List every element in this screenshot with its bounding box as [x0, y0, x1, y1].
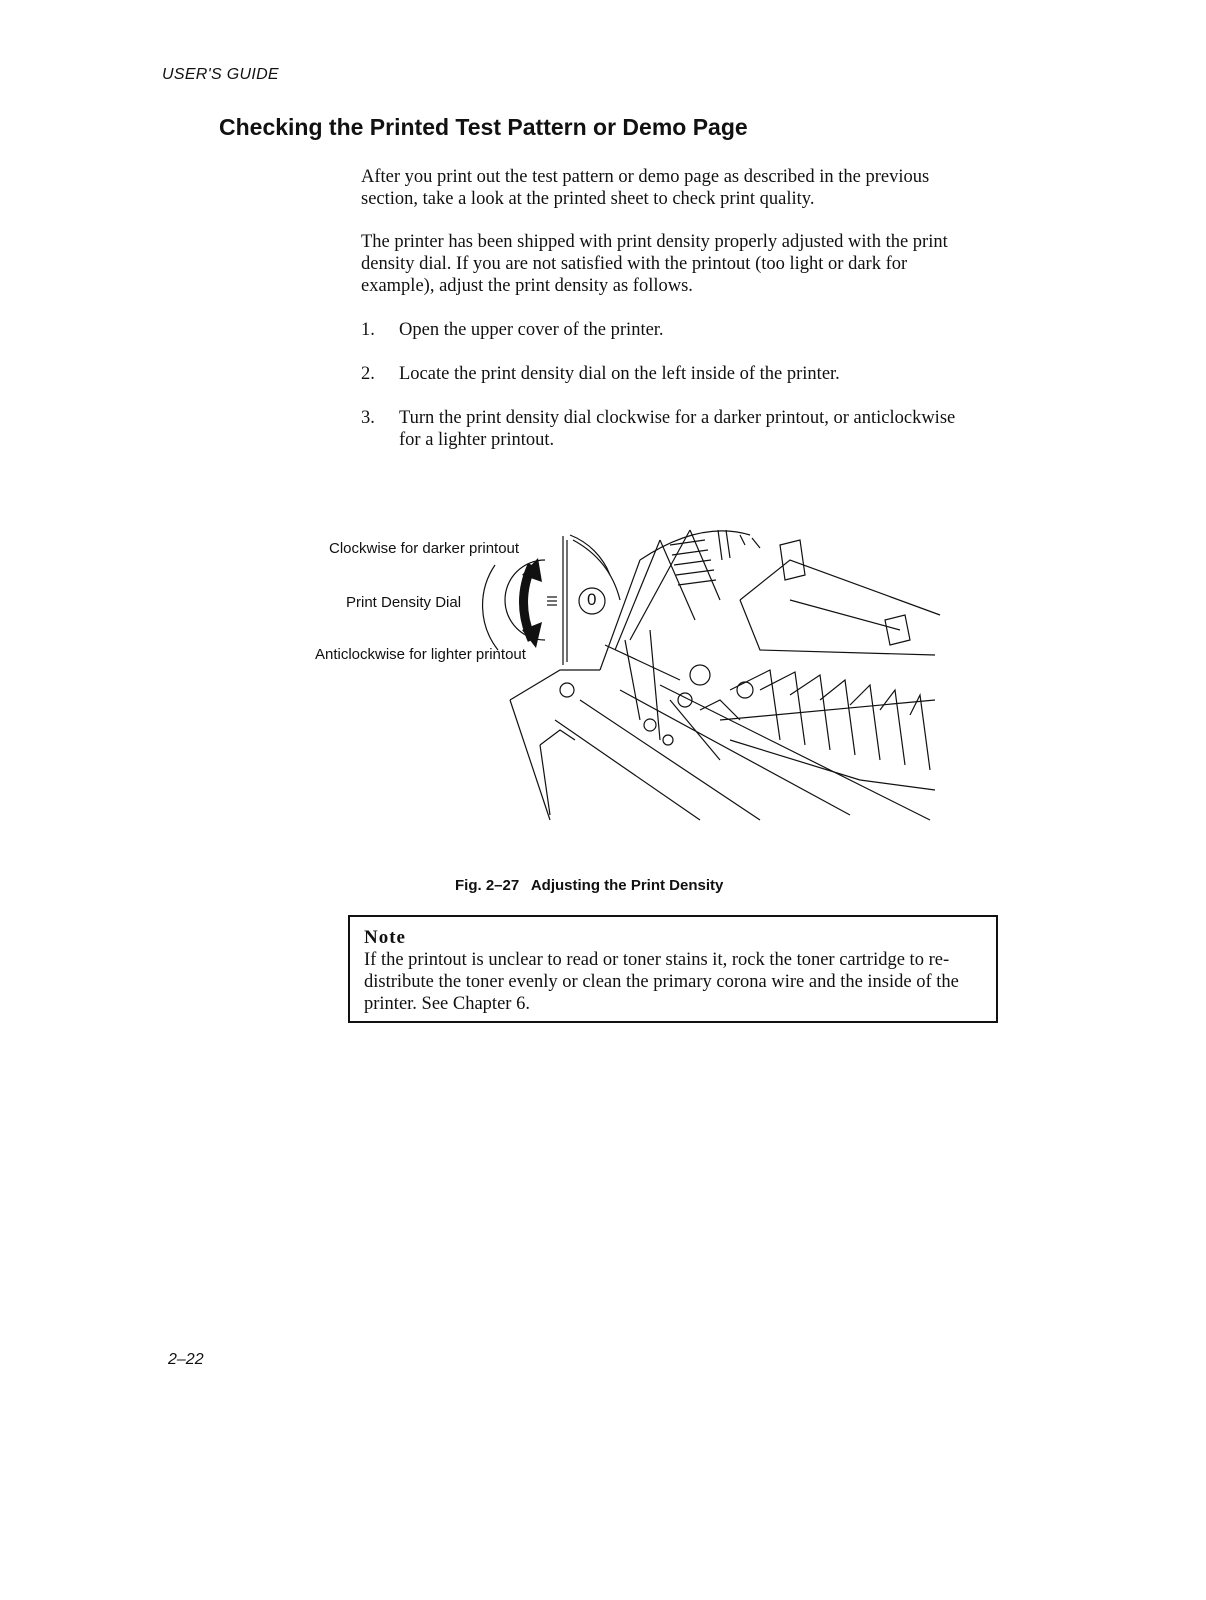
label-clockwise: Clockwise for darker printout	[329, 540, 520, 557]
density-paragraph: The printer has been shipped with print density properly adjusted with the print density dial. If you are not satisfied with the printout (too light or dark for example), adjust the print density as follows.	[361, 232, 948, 296]
page-number: 2–22	[168, 1351, 204, 1368]
section-title: Checking the Printed Test Pattern or Demo Page	[219, 114, 748, 140]
running-head: USER'S GUIDE	[162, 66, 279, 83]
figure-title: Adjusting the Print Density	[530, 877, 724, 894]
step-text: Locate the print density dial on the left inside of the printer.	[399, 364, 840, 384]
note-box	[348, 915, 998, 1023]
note-text: If the printout is unclear to read or toner stains it, rock the toner cartridge to re-distribute the toner evenly or clean the primary corona wire and the inside of the printer. See Chapter 6.	[364, 950, 959, 1014]
figure-caption	[455, 877, 723, 894]
note-title: Note	[364, 927, 406, 948]
label-anticlockwise: Anticlockwise for lighter printout	[315, 646, 526, 663]
step-number: 3.	[361, 408, 375, 428]
label-print-density-dial: Print Density Dial	[346, 594, 462, 611]
step-number: 1.	[361, 320, 375, 340]
printer-body	[510, 530, 940, 820]
step-number: 2.	[361, 364, 375, 384]
intro-paragraph: After you print out the test pattern or demo page as described in the previous section, take a look at the printed sheet to check print quality.	[361, 167, 930, 209]
step-text: Open the upper cover of the printer.	[399, 320, 664, 340]
step-text: Turn the print density dial clockwise for a darker printout, or anticlockwise for a lighter printout.	[399, 408, 956, 450]
figure-number: Fig. 2–27	[455, 877, 520, 894]
dial-digit: 0	[587, 590, 597, 609]
